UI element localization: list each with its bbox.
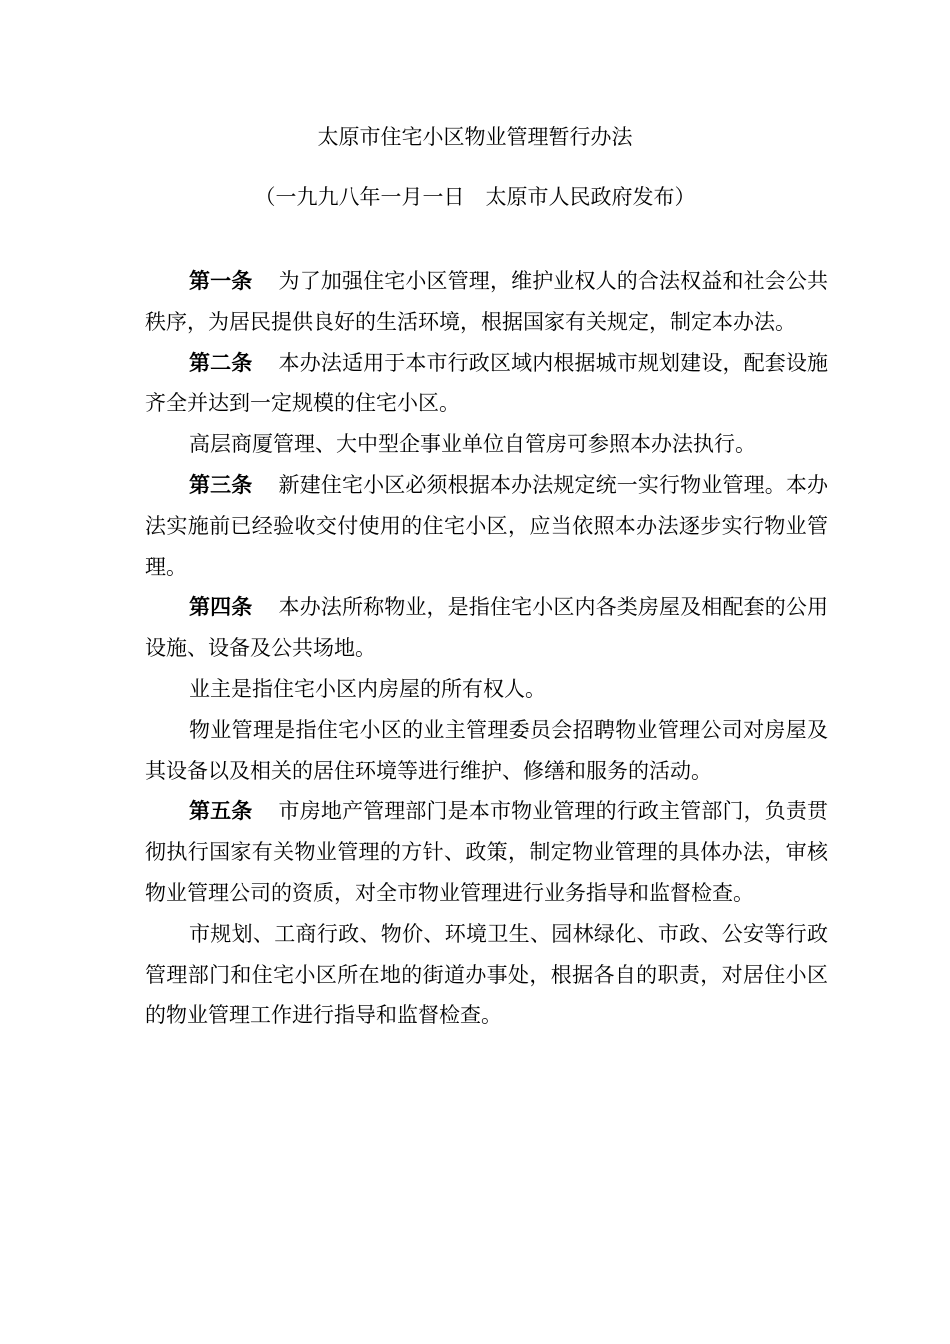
paragraph-text: 为了加强住宅小区管理，维护业权人的合法权益和社会公共秩序，为居民提供良好的生活环境，根据国家有关规定，制定本办法。 [145, 269, 829, 334]
paragraph-plain [145, 914, 828, 1036]
article-label: 第三条 [189, 472, 253, 497]
paragraph-plain [145, 710, 828, 792]
paragraph-article-4 [145, 587, 828, 669]
paragraph-text: 本办法所称物业，是指住宅小区内各类房屋及相配套的公用设施、设备及公共场地。 [145, 595, 829, 661]
paragraph-plain [145, 424, 828, 465]
paragraph-text: 市规划、工商行政、物价、环境卫生、园林绿化、市政、公安等行政管理部门和住宅小区所在地的街道办事处，根据各自的职责，对居住小区的物业管理工作进行指导和监督检查。 [145, 921, 828, 1028]
paragraph-text: 本办法适用于本市行政区域内根据城市规划建设，配套设施齐全并达到一定规模的住宅小区。 [145, 350, 829, 416]
paragraph-text: 高层商厦管理、大中型企事业单位自管房可参照本办法执行。 [189, 432, 756, 457]
article-label: 第四条 [189, 595, 253, 620]
paragraph-article-5 [145, 791, 828, 913]
paragraph-text: 物业管理是指住宅小区的业主管理委员会招聘物业管理公司对房屋及其设备以及相关的居住环境等进行维护、修缮和服务的活动。 [145, 717, 828, 783]
paragraph-article-1 [145, 261, 828, 343]
paragraph-plain [145, 669, 828, 710]
document-body [145, 261, 828, 1036]
paragraph-article-3 [145, 465, 828, 587]
article-label: 第一条 [189, 269, 253, 293]
article-label: 第五条 [189, 799, 253, 824]
paragraph-text: 市房地产管理部门是本市物业管理的行政主管部门，负责贯彻执行国家有关物业管理的方针、政策，制定物业管理的具体办法，审核物业管理公司的资质，对全市物业管理进行业务指导和监督检查。 [145, 799, 829, 905]
paragraph-text: 业主是指住宅小区内房屋的所有权人。 [189, 676, 546, 701]
paragraph-article-2 [145, 343, 828, 425]
article-label: 第二条 [189, 350, 253, 375]
document-title: 太原市住宅小区物业管理暂行办法 [317, 125, 633, 149]
document-subtitle: （一九九八年一月一日 太原市人民政府发布） [254, 185, 696, 209]
paragraph-text: 新建住宅小区必须根据本办法规定统一实行物业管理。本办法实施前已经验收交付使用的住宅小区，应当依照本办法逐步实行物业管理。 [145, 472, 829, 579]
